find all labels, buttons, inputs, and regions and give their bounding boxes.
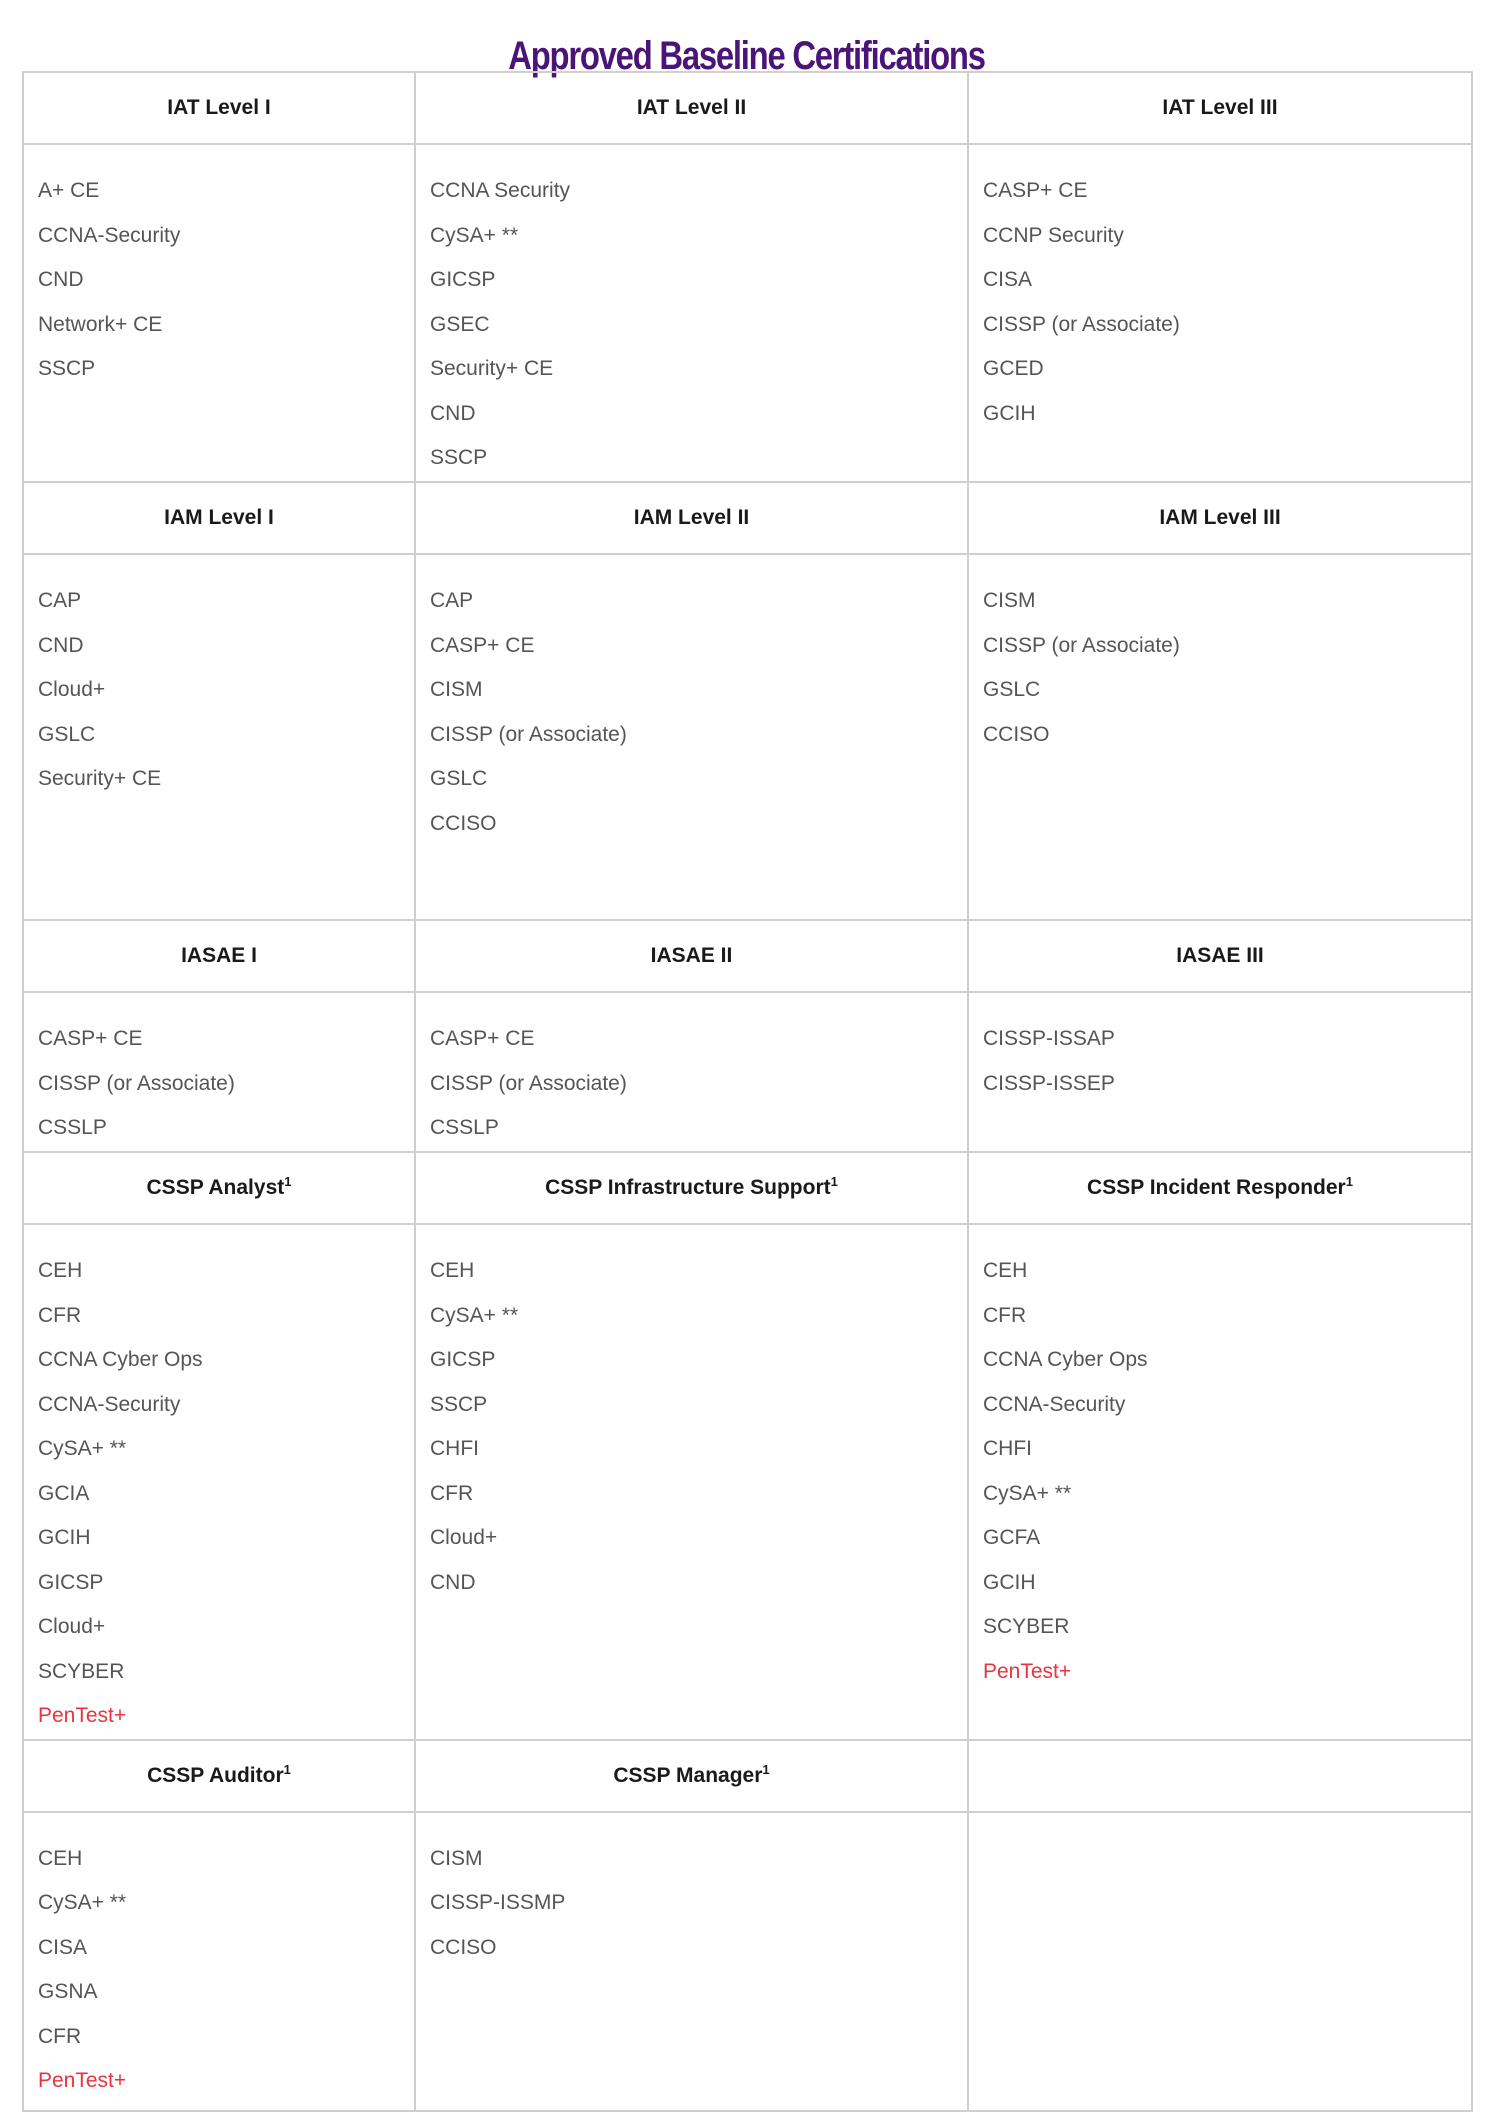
footnote-marker: 1 [283, 1761, 291, 1777]
certification-cell [23, 992, 415, 1152]
certification-item: Cloud+ [430, 1526, 498, 1549]
certification-item: CFR [38, 2024, 82, 2048]
certification-item: Cloud+ [38, 1615, 106, 1638]
certification-item: CEH [430, 1259, 475, 1282]
certification-item: SCYBER [983, 1615, 1070, 1638]
certification-item: CFR [983, 1303, 1027, 1327]
certification-item: CISSP (or Associate) [983, 633, 1180, 657]
certification-item: CAP [38, 589, 82, 612]
certification-item: SCYBER [38, 1659, 125, 1683]
certification-item: Cloud+ [38, 678, 106, 701]
section-header-row [23, 72, 1472, 144]
certification-item: CCISO [430, 1935, 497, 1959]
certification-cell [968, 144, 1472, 482]
section-body-row [23, 1812, 1472, 2111]
section-body-row [23, 144, 1472, 482]
certification-list [983, 1017, 1457, 1106]
certification-item: GCIH [983, 401, 1036, 425]
certification-cell [968, 1224, 1472, 1740]
footnote-marker: 1 [1345, 1174, 1353, 1189]
certification-item: CHFI [983, 1437, 1032, 1460]
certification-item: CND [38, 633, 84, 657]
certification-item: CISA [983, 268, 1033, 291]
certification-item: CCISO [983, 722, 1050, 746]
certification-list [430, 1249, 953, 1605]
certification-list [38, 169, 400, 392]
certification-item: CSSLP [430, 1116, 499, 1139]
certification-item: CCNA-Security [983, 1392, 1126, 1416]
certification-item: CASP+ CE [430, 1027, 535, 1050]
certification-item: A+ CE [38, 179, 100, 202]
certification-list [38, 1249, 400, 1739]
certification-item: CEH [983, 1259, 1028, 1282]
certification-cell [968, 992, 1472, 1152]
certification-item: CySA+ ** [38, 1891, 127, 1914]
certification-item: GCIH [983, 1570, 1036, 1594]
column-header-label: IASAE III [1176, 944, 1264, 967]
certification-table [22, 71, 1473, 2112]
certification-item: CND [430, 1570, 476, 1594]
certification-cell [415, 144, 968, 482]
certification-item: CEH [38, 1846, 83, 1870]
column-header [968, 72, 1472, 144]
certification-item: CCNA-Security [38, 223, 181, 247]
section-header-row [23, 1152, 1472, 1224]
footnote-marker: 1 [284, 1174, 292, 1189]
certification-item: SSCP [38, 357, 96, 380]
certification-item: CCNA Cyber Ops [983, 1348, 1148, 1371]
certification-item: GSLC [983, 678, 1041, 701]
certification-item: CCNA Security [430, 179, 571, 202]
certification-item: CISSP (or Associate) [983, 312, 1180, 336]
certification-item: GSEC [430, 312, 490, 336]
certification-cell [415, 554, 968, 920]
certification-item: CISSP (or Associate) [430, 722, 627, 746]
column-header-label: CSSP Manager [613, 1763, 763, 1787]
column-header [415, 482, 968, 554]
section-body-row [23, 1224, 1472, 1740]
certification-item: CND [38, 268, 84, 291]
certification-item: GCED [983, 357, 1044, 380]
column-header-label: IASAE I [181, 944, 257, 967]
certification-item: Network+ CE [38, 312, 163, 336]
certification-item: CySA+ ** [430, 223, 519, 247]
certification-item: CASP+ CE [38, 1027, 143, 1050]
column-header [968, 1152, 1472, 1224]
certification-item: CASP+ CE [430, 633, 535, 657]
column-header [415, 920, 968, 992]
column-header-label: CSSP Analyst [146, 1176, 285, 1199]
certification-list [983, 1249, 1457, 1694]
certification-cell [415, 992, 968, 1152]
certification-item: CEH [38, 1259, 83, 1282]
column-header-label: IASAE II [650, 944, 733, 967]
column-header-label: CSSP Infrastructure Support [545, 1176, 831, 1199]
certification-list [983, 169, 1457, 436]
section-body-row [23, 992, 1472, 1152]
certification-item: CISM [430, 1846, 483, 1870]
certification-item: CISM [983, 589, 1036, 612]
column-header [968, 482, 1472, 554]
certification-list [430, 1837, 953, 1971]
certification-list [430, 1017, 953, 1151]
certification-item: CISM [430, 678, 483, 701]
certification-cell [23, 1224, 415, 1740]
certification-list [430, 169, 953, 481]
certification-item: CASP+ CE [983, 179, 1088, 202]
certification-item: GCFA [983, 1526, 1041, 1549]
certification-item: CHFI [430, 1437, 479, 1460]
certification-item: CISSP-ISSAP [983, 1027, 1115, 1050]
certification-item: PenTest+ [983, 1659, 1072, 1683]
certification-list [38, 1837, 400, 2104]
certification-item: CCNP Security [983, 223, 1124, 247]
certification-item: PenTest+ [38, 1704, 127, 1727]
certification-item: CFR [38, 1303, 82, 1327]
column-header [23, 920, 415, 992]
certification-list [983, 579, 1457, 757]
certification-list [430, 579, 953, 846]
certification-item: SSCP [430, 446, 488, 469]
column-header-label: IAM Level I [164, 506, 274, 529]
certification-item: GCIH [38, 1526, 91, 1549]
page-title: Approved Baseline Certifications [508, 33, 985, 78]
footnote-marker: 1 [830, 1174, 838, 1189]
certification-item: CFR [430, 1481, 474, 1505]
certification-item: GCIA [38, 1481, 90, 1505]
column-header [23, 482, 415, 554]
certification-cell [23, 144, 415, 482]
certification-list [38, 579, 400, 802]
column-header [23, 72, 415, 144]
certification-item: CISSP-ISSEP [983, 1071, 1115, 1095]
section-body-row [23, 554, 1472, 920]
certification-item: GSNA [38, 1980, 98, 2003]
certification-item: GSLC [38, 722, 96, 746]
certification-item: CND [430, 401, 476, 425]
certification-item: GSLC [430, 767, 488, 790]
certification-item: CySA+ ** [983, 1481, 1072, 1505]
certification-cell [415, 1224, 968, 1740]
certification-item: CySA+ ** [430, 1303, 519, 1327]
column-header [23, 1152, 415, 1224]
certification-item: Security+ CE [38, 767, 162, 790]
column-header [968, 920, 1472, 992]
certification-item: CAP [430, 589, 474, 612]
column-header-label: CSSP Auditor [147, 1763, 284, 1787]
certification-cell [415, 1812, 968, 2111]
certification-item: CySA+ ** [38, 1437, 127, 1460]
column-header-label: IAT Level I [167, 96, 271, 119]
certification-item: PenTest+ [38, 2069, 127, 2092]
certification-cell [968, 554, 1472, 920]
certification-item: CCISO [430, 811, 497, 835]
column-header [968, 1740, 1472, 1812]
section-header-row [23, 920, 1472, 992]
certification-item: GICSP [430, 268, 496, 291]
column-header-label: IAM Level III [1159, 506, 1281, 529]
column-header [415, 1152, 968, 1224]
certification-item: CISSP (or Associate) [38, 1071, 235, 1095]
certification-item: CCNA-Security [38, 1392, 181, 1416]
certification-cell [23, 1812, 415, 2111]
section-header-row [23, 1740, 1472, 1812]
column-header [415, 1740, 968, 1812]
column-header [415, 72, 968, 144]
certification-item: GICSP [38, 1570, 104, 1594]
certification-cell [23, 554, 415, 920]
certification-item: Security+ CE [430, 357, 554, 380]
certification-item: CSSLP [38, 1116, 107, 1139]
certification-item: GICSP [430, 1348, 496, 1371]
footnote-marker: 1 [762, 1761, 770, 1777]
certification-item: CISSP-ISSMP [430, 1891, 566, 1914]
certification-item: CISSP (or Associate) [430, 1071, 627, 1095]
certification-item: CISA [38, 1935, 88, 1959]
certification-item: SSCP [430, 1392, 488, 1416]
certification-cell [968, 1812, 1472, 2111]
column-header [23, 1740, 415, 1812]
certification-item: CCNA Cyber Ops [38, 1348, 203, 1371]
column-header-label: CSSP Incident Responder [1087, 1176, 1346, 1199]
column-header-label: IAM Level II [633, 506, 750, 529]
section-header-row [23, 482, 1472, 554]
column-header-label: IAT Level II [636, 96, 747, 119]
column-header-label: IAT Level III [1162, 96, 1278, 119]
certification-list [38, 1017, 400, 1151]
